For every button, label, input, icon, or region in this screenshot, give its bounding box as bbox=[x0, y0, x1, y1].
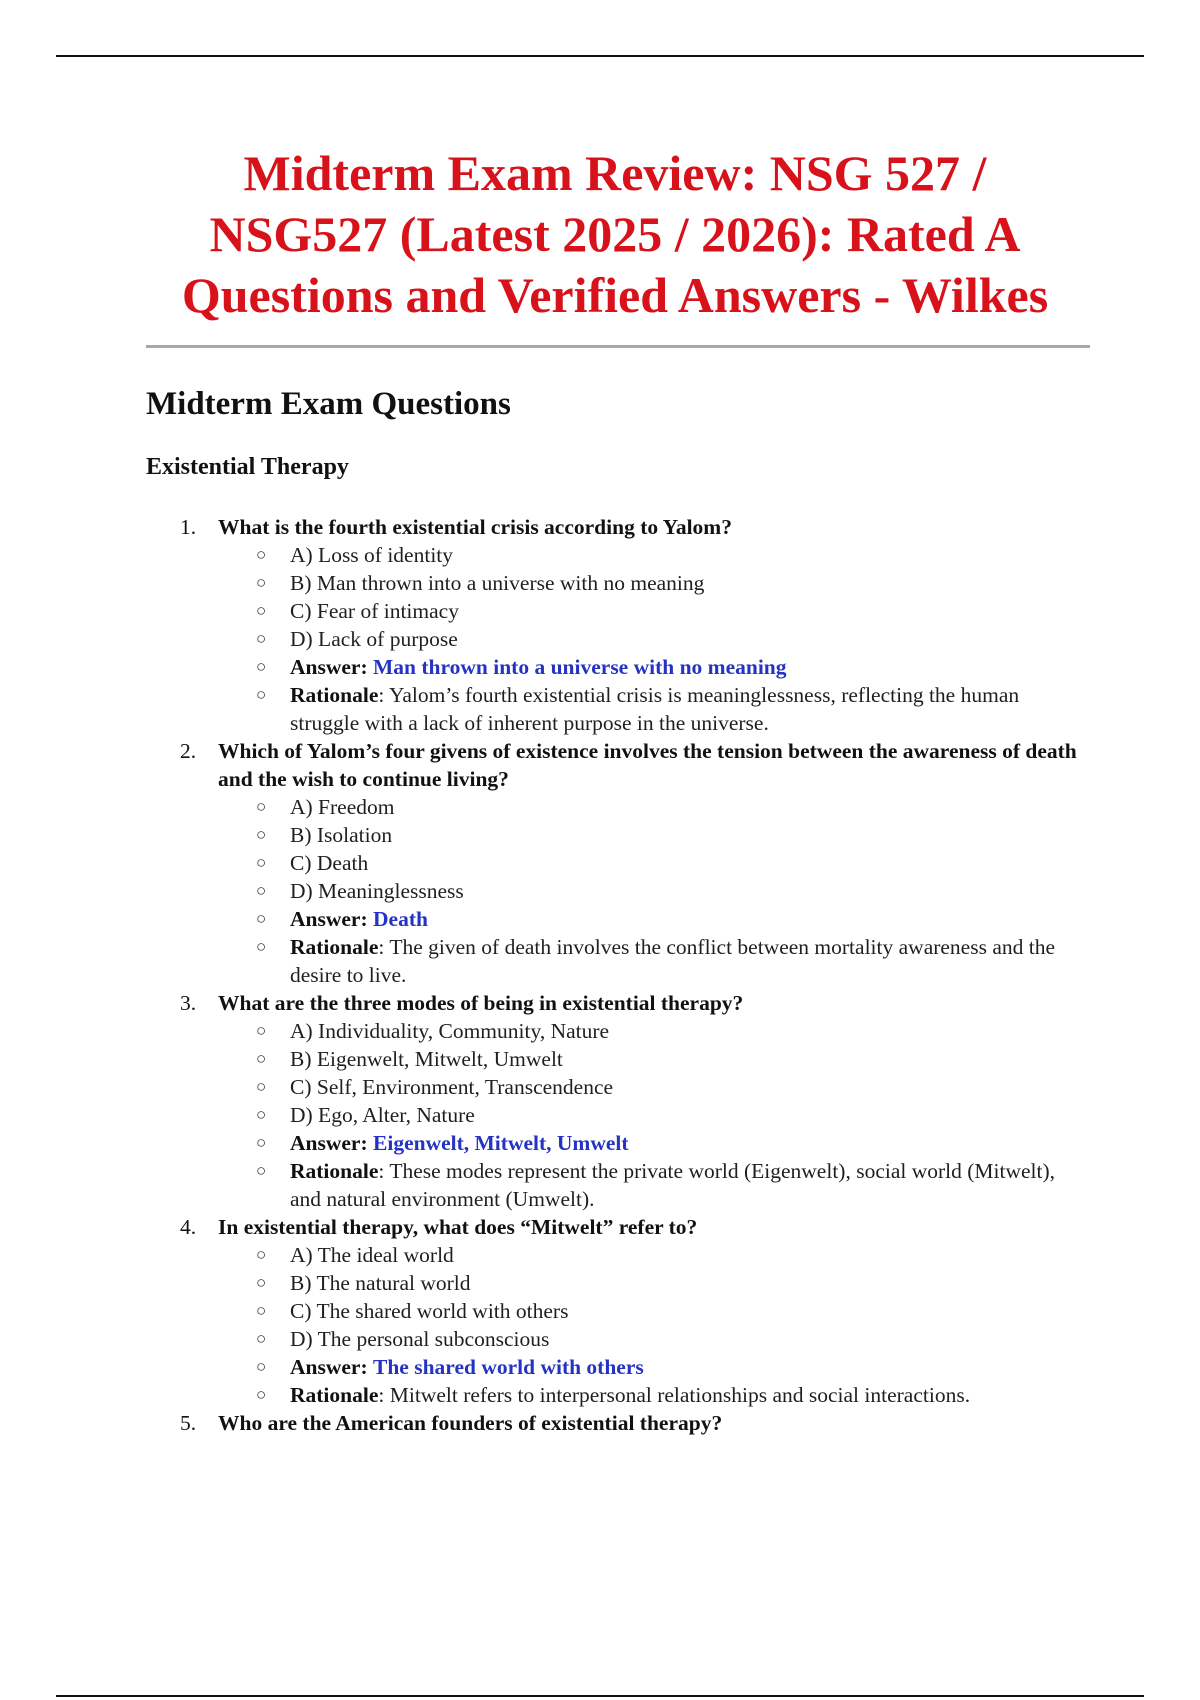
answer-label: Answer: bbox=[290, 1355, 368, 1379]
rationale-label: Rationale bbox=[290, 1159, 379, 1183]
option-item bbox=[218, 793, 1086, 821]
option-list bbox=[218, 1017, 1086, 1213]
answer-label: Answer: bbox=[290, 907, 368, 931]
subsection-heading: Existential Therapy bbox=[146, 454, 349, 480]
circle-bullet-icon: ○ bbox=[256, 1161, 267, 1180]
circle-bullet-icon: ○ bbox=[256, 1021, 267, 1040]
top-rule bbox=[56, 55, 1144, 57]
circle-bullet-icon: ○ bbox=[256, 657, 267, 676]
question-text: In existential therapy, what does “Mitwelt” refer to? bbox=[218, 1215, 698, 1239]
option-text: D) Lack of purpose bbox=[290, 627, 458, 651]
option-list bbox=[218, 541, 1086, 737]
option-item bbox=[218, 541, 1086, 569]
option-text: C) Self, Environment, Transcendence bbox=[290, 1075, 614, 1099]
answer-item bbox=[218, 653, 1086, 681]
option-text: A) Freedom bbox=[290, 795, 395, 819]
circle-bullet-icon: ○ bbox=[256, 825, 267, 844]
option-text: B) Eigenwelt, Mitwelt, Umwelt bbox=[290, 1047, 563, 1071]
answer-label: Answer: bbox=[290, 1131, 368, 1155]
circle-bullet-icon: ○ bbox=[256, 685, 267, 704]
answer-item bbox=[218, 905, 1086, 933]
rationale-item bbox=[218, 681, 1086, 737]
question-item bbox=[146, 513, 1086, 737]
option-list bbox=[218, 793, 1086, 989]
circle-bullet-icon: ○ bbox=[256, 937, 267, 956]
document-title bbox=[100, 143, 1130, 326]
option-item bbox=[218, 1101, 1086, 1129]
circle-bullet-icon: ○ bbox=[256, 1133, 267, 1152]
option-text: C) Fear of intimacy bbox=[290, 599, 459, 623]
option-item bbox=[218, 1045, 1086, 1073]
option-item bbox=[218, 1325, 1086, 1353]
answer-label: Answer: bbox=[290, 655, 368, 679]
option-text: D) Meaninglessness bbox=[290, 879, 464, 903]
question-item bbox=[146, 737, 1086, 989]
question-number: 3. bbox=[180, 991, 197, 1015]
option-text: C) Death bbox=[290, 851, 369, 875]
circle-bullet-icon: ○ bbox=[256, 629, 267, 648]
option-item bbox=[218, 625, 1086, 653]
circle-bullet-icon: ○ bbox=[256, 909, 267, 928]
answer-text: Man thrown into a universe with no meaning bbox=[373, 655, 787, 679]
question-text: What is the fourth existential crisis according to Yalom? bbox=[218, 515, 732, 539]
circle-bullet-icon: ○ bbox=[256, 1049, 267, 1068]
answer-item bbox=[218, 1129, 1086, 1157]
option-item bbox=[218, 821, 1086, 849]
circle-bullet-icon: ○ bbox=[256, 881, 267, 900]
answer-text: Death bbox=[373, 907, 428, 931]
circle-bullet-icon: ○ bbox=[256, 1105, 267, 1124]
section-heading: Midterm Exam Questions bbox=[146, 386, 511, 422]
circle-bullet-icon: ○ bbox=[256, 853, 267, 872]
circle-bullet-icon: ○ bbox=[256, 1273, 267, 1292]
rationale-label: Rationale bbox=[290, 935, 379, 959]
circle-bullet-icon: ○ bbox=[256, 1357, 267, 1376]
rationale-text: : Yalom’s fourth existential crisis is meaninglessness, reflecting the human struggle with a lack of inherent purpose in the universe. bbox=[290, 683, 1020, 735]
title-line: NSG527 (Latest 2025 / 2026): Rated A bbox=[209, 206, 1021, 262]
option-item bbox=[218, 569, 1086, 597]
title-line: Midterm Exam Review: NSG 527 / bbox=[243, 145, 987, 201]
rationale-item bbox=[218, 1381, 1086, 1409]
option-text: B) Isolation bbox=[290, 823, 393, 847]
circle-bullet-icon: ○ bbox=[256, 601, 267, 620]
option-text: A) Loss of identity bbox=[290, 543, 454, 567]
option-text: B) The natural world bbox=[290, 1271, 471, 1295]
question-number: 4. bbox=[180, 1215, 197, 1239]
circle-bullet-icon: ○ bbox=[256, 573, 267, 592]
rationale-text: : Mitwelt refers to interpersonal relationships and social interactions. bbox=[378, 1383, 971, 1407]
question-text: Which of Yalom’s four givens of existence involves the tension between the awareness of death and the wish to continue living? bbox=[218, 739, 1077, 791]
rationale-label: Rationale bbox=[290, 683, 379, 707]
option-text: A) Individuality, Community, Nature bbox=[290, 1019, 610, 1043]
option-item bbox=[218, 1073, 1086, 1101]
question-item bbox=[146, 989, 1086, 1213]
circle-bullet-icon: ○ bbox=[256, 797, 267, 816]
option-item bbox=[218, 877, 1086, 905]
answer-item bbox=[218, 1353, 1086, 1381]
option-item bbox=[218, 1241, 1086, 1269]
title-underline-rule bbox=[146, 345, 1090, 348]
circle-bullet-icon: ○ bbox=[256, 1077, 267, 1096]
option-text: C) The shared world with others bbox=[290, 1299, 569, 1323]
option-text: A) The ideal world bbox=[290, 1243, 454, 1267]
question-list bbox=[146, 513, 1086, 1437]
rationale-item bbox=[218, 933, 1086, 989]
question-text: Who are the American founders of existential therapy? bbox=[218, 1411, 723, 1435]
bottom-rule bbox=[56, 1695, 1144, 1697]
answer-text: The shared world with others bbox=[373, 1355, 644, 1379]
circle-bullet-icon: ○ bbox=[256, 1385, 267, 1404]
option-text: B) Man thrown into a universe with no meaning bbox=[290, 571, 705, 595]
question-number: 2. bbox=[180, 739, 197, 763]
rationale-item bbox=[218, 1157, 1086, 1213]
rationale-text: : The given of death involves the conflict between mortality awareness and the desire to live. bbox=[290, 935, 1056, 987]
option-item bbox=[218, 1017, 1086, 1045]
option-text: D) The personal subconscious bbox=[290, 1327, 550, 1351]
question-text: What are the three modes of being in existential therapy? bbox=[218, 991, 744, 1015]
option-item bbox=[218, 1297, 1086, 1325]
option-item bbox=[218, 597, 1086, 625]
question-item bbox=[146, 1409, 1086, 1437]
circle-bullet-icon: ○ bbox=[256, 1329, 267, 1348]
answer-text: Eigenwelt, Mitwelt, Umwelt bbox=[373, 1131, 629, 1155]
circle-bullet-icon: ○ bbox=[256, 1301, 267, 1320]
option-text: D) Ego, Alter, Nature bbox=[290, 1103, 475, 1127]
rationale-text: : These modes represent the private world (Eigenwelt), social world (Mitwelt), and natural environment (Umwelt). bbox=[290, 1159, 1056, 1211]
option-item bbox=[218, 849, 1086, 877]
question-number: 1. bbox=[180, 515, 197, 539]
circle-bullet-icon: ○ bbox=[256, 545, 267, 564]
rationale-label: Rationale bbox=[290, 1383, 379, 1407]
option-item bbox=[218, 1269, 1086, 1297]
question-item bbox=[146, 1213, 1086, 1409]
title-line: Questions and Verified Answers - Wilkes bbox=[181, 267, 1049, 323]
question-number: 5. bbox=[180, 1411, 197, 1435]
circle-bullet-icon: ○ bbox=[256, 1245, 267, 1264]
option-list bbox=[218, 1241, 1086, 1409]
